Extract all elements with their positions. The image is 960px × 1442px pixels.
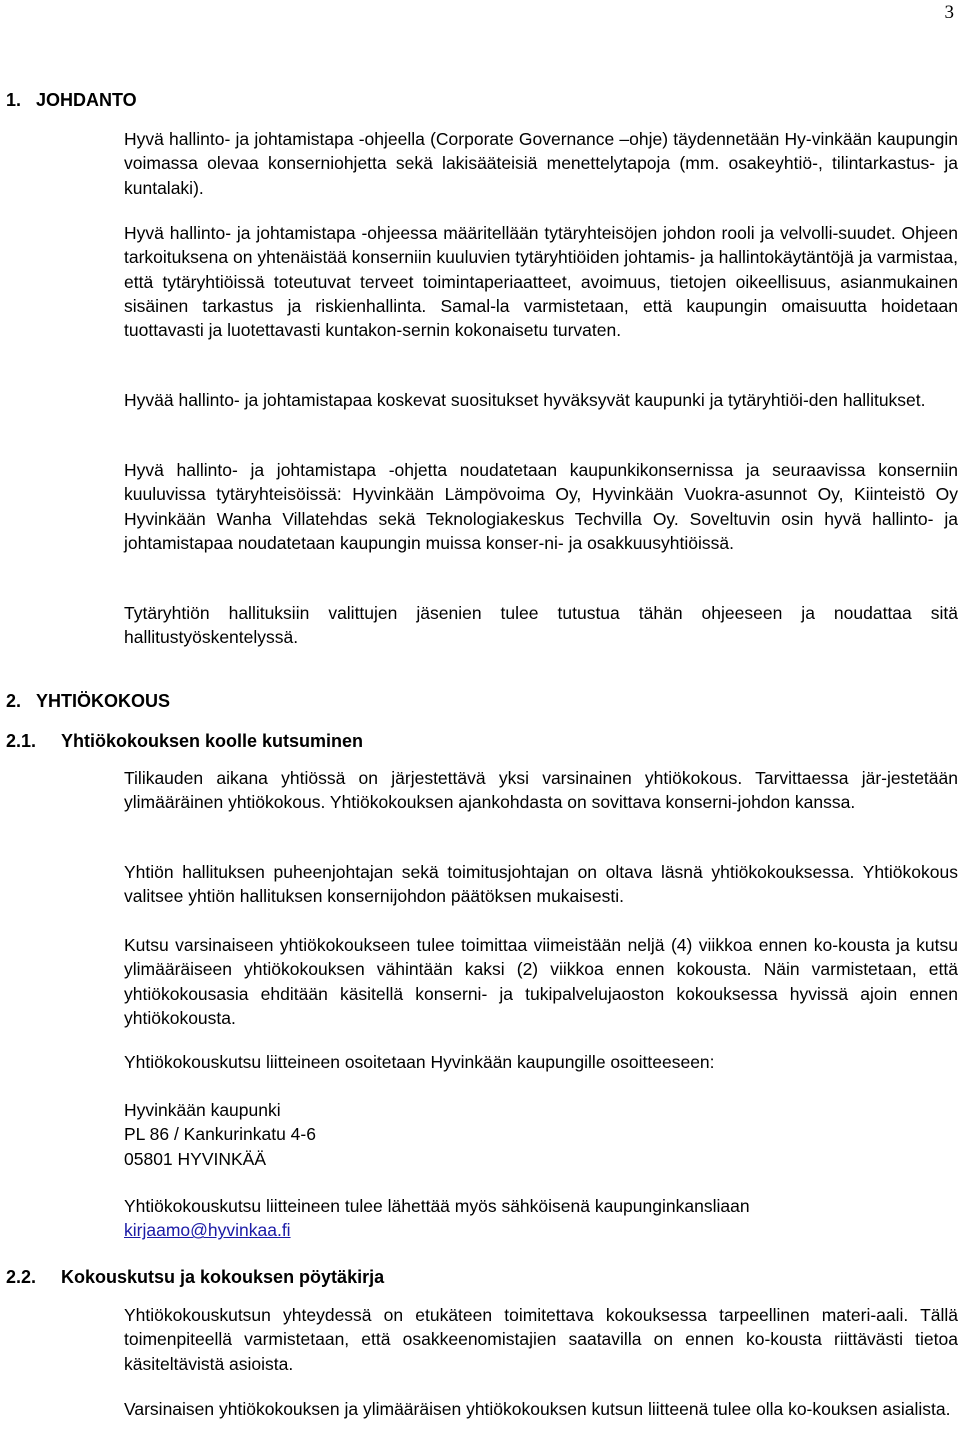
- subsection-title: Kokouskutsu ja kokouksen pöytäkirja: [61, 1267, 385, 1287]
- paragraph: Hyvää hallinto- ja johtamistapaa koskevat suositukset hyväksyvät kaupunki ja tytäryhtiöi-den hallitukset.: [124, 390, 926, 410]
- paragraph: Hyvä hallinto- ja johtamistapa -ohjeessa määritellään tytäryhteisöjen johdon rooli ja velvolli-suudet. Ohjeen tarkoituksena on yhtenäistää konserniin kuuluvien tytäryhtiöiden johtamis- ja hallintokäytäntöjä ja varmistaa, että tytäryhtiöissä toteutuvat terveet toimintaperiaatteet, avoimuus, tietojen oikeellisuus, asianmukainen sisäinen tarkastus ja riskienhallinta. Samal-la varmistetaan, että kaupungin omaisuutta hoidetaan tuottavasti ja luotettavasti kuntakon-sernin kokonaisetu turvaten.: [124, 223, 958, 341]
- subsection-heading-poytakirja: [6, 1265, 384, 1289]
- address-line: PL 86 / Kankurinkatu 4-6: [124, 1124, 316, 1145]
- paragraph: Tytäryhtiön hallituksiin valittujen jäsenien tulee tutustua tähän ohjeeseen ja noudattaa sitä hallitustyöskentelyssä.: [124, 603, 958, 648]
- postal-address: [124, 1098, 958, 1171]
- subsection-heading-koolle-kutsuminen: [6, 729, 363, 753]
- subsection-number: 2.2.: [6, 1267, 37, 1287]
- paragraph: Hyvä hallinto- ja johtamistapa -ohjetta noudatetaan kaupunkikonsernissa ja seuraavissa konserniin kuuluvissa tytäryhteisöissä: Hyvinkään Lämpövoima Oy, Hyvinkään Vuokra-asunnot Oy, Kiinteistö Oy Hyvinkään Wanha Villatehdas sekä Teknologiakeskus Techvilla Oy. Soveltuvin osin hyvä hallinto- ja johtamistapaa noudatetaan kaupungin muissa konser-ni- ja osakkuusyhtiöissä.: [124, 460, 958, 553]
- email-paragraph: [124, 1194, 958, 1243]
- section-title: JOHDANTO: [36, 90, 137, 110]
- subsection-title: Yhtiökokouksen koolle kutsuminen: [61, 731, 364, 751]
- paragraph: Kutsu varsinaiseen yhtiökokoukseen tulee toimittaa viimeistään neljä (4) viikkoa ennen ko-kousta ja kutsu ylimääräiseen yhtiökokouksen vähintään kaksi (2) viikkoa ennen kokousta. Näin varmistetaan, että yhtiökokousasia ehditään käsitellä konserni- ja tukipalvelujaoston kokouksessa hyvissä ajoin ennen yhtiökokousta.: [124, 935, 958, 1028]
- page-number: 3: [944, 2, 954, 23]
- email-instruction: Yhtiökokouskutsu liitteineen tulee lähettää myös sähköisenä kaupunginkansliaan: [124, 1196, 750, 1216]
- section-number: 1.: [6, 90, 22, 110]
- section-number: 2.: [6, 691, 22, 711]
- email-link[interactable]: kirjaamo@hyvinkaa.fi: [124, 1220, 291, 1241]
- address-line: 05801 HYVINKÄÄ: [124, 1148, 267, 1169]
- paragraph: Tilikauden aikana yhtiössä on järjestettävä yksi varsinainen yhtiökokous. Tarvittaessa jär-jestetään ylimääräinen yhtiökokous. Yhtiökokouksen ajankohdasta on sovittava konserni-johdon kanssa.: [124, 768, 958, 813]
- section-title: YHTIÖKOKOUS: [36, 691, 171, 711]
- paragraph: Yhtiön hallituksen puheenjohtajan sekä toimitusjohtajan on oltava läsnä yhtiökokouksessa. Yhtiökokous valitsee yhtiön hallituksen konsernijohdon päätöksen mukaisesti.: [124, 862, 958, 907]
- address-line: Hyvinkään kaupunki: [124, 1100, 281, 1120]
- subsection-number: 2.1.: [6, 731, 37, 751]
- section-heading-johdanto: [6, 88, 137, 112]
- paragraph: Varsinaisen yhtiökokouksen ja ylimääräisen yhtiökokouksen kutsun liitteenä tulee olla ko-kouksen asialista.: [124, 1399, 951, 1419]
- paragraph: Yhtiökokouskutsun yhteydessä on etukäteen toimitettava kokouksessa tarpeellinen materi-aali. Tällä toimenpiteellä varmistetaan, että osakkeenomistajien saatavilla on ennen ko-kousta riittävästi tietoa käsiteltävistä asioista.: [124, 1305, 958, 1374]
- paragraph: Hyvä hallinto- ja johtamistapa -ohjeella (Corporate Governance –ohje) täydennetään Hy-vinkään kaupungin voimassa olevaa konserniohjetta sekä lakisääteisiä menettelytapoja (mm. osakeyhtiö-, tilintarkastus- ja kuntalaki).: [124, 129, 958, 198]
- paragraph: Yhtiökokouskutsu liitteineen osoitetaan Hyvinkään kaupungille osoitteeseen:: [124, 1052, 715, 1072]
- section-heading-yhtiokokous: [6, 689, 170, 713]
